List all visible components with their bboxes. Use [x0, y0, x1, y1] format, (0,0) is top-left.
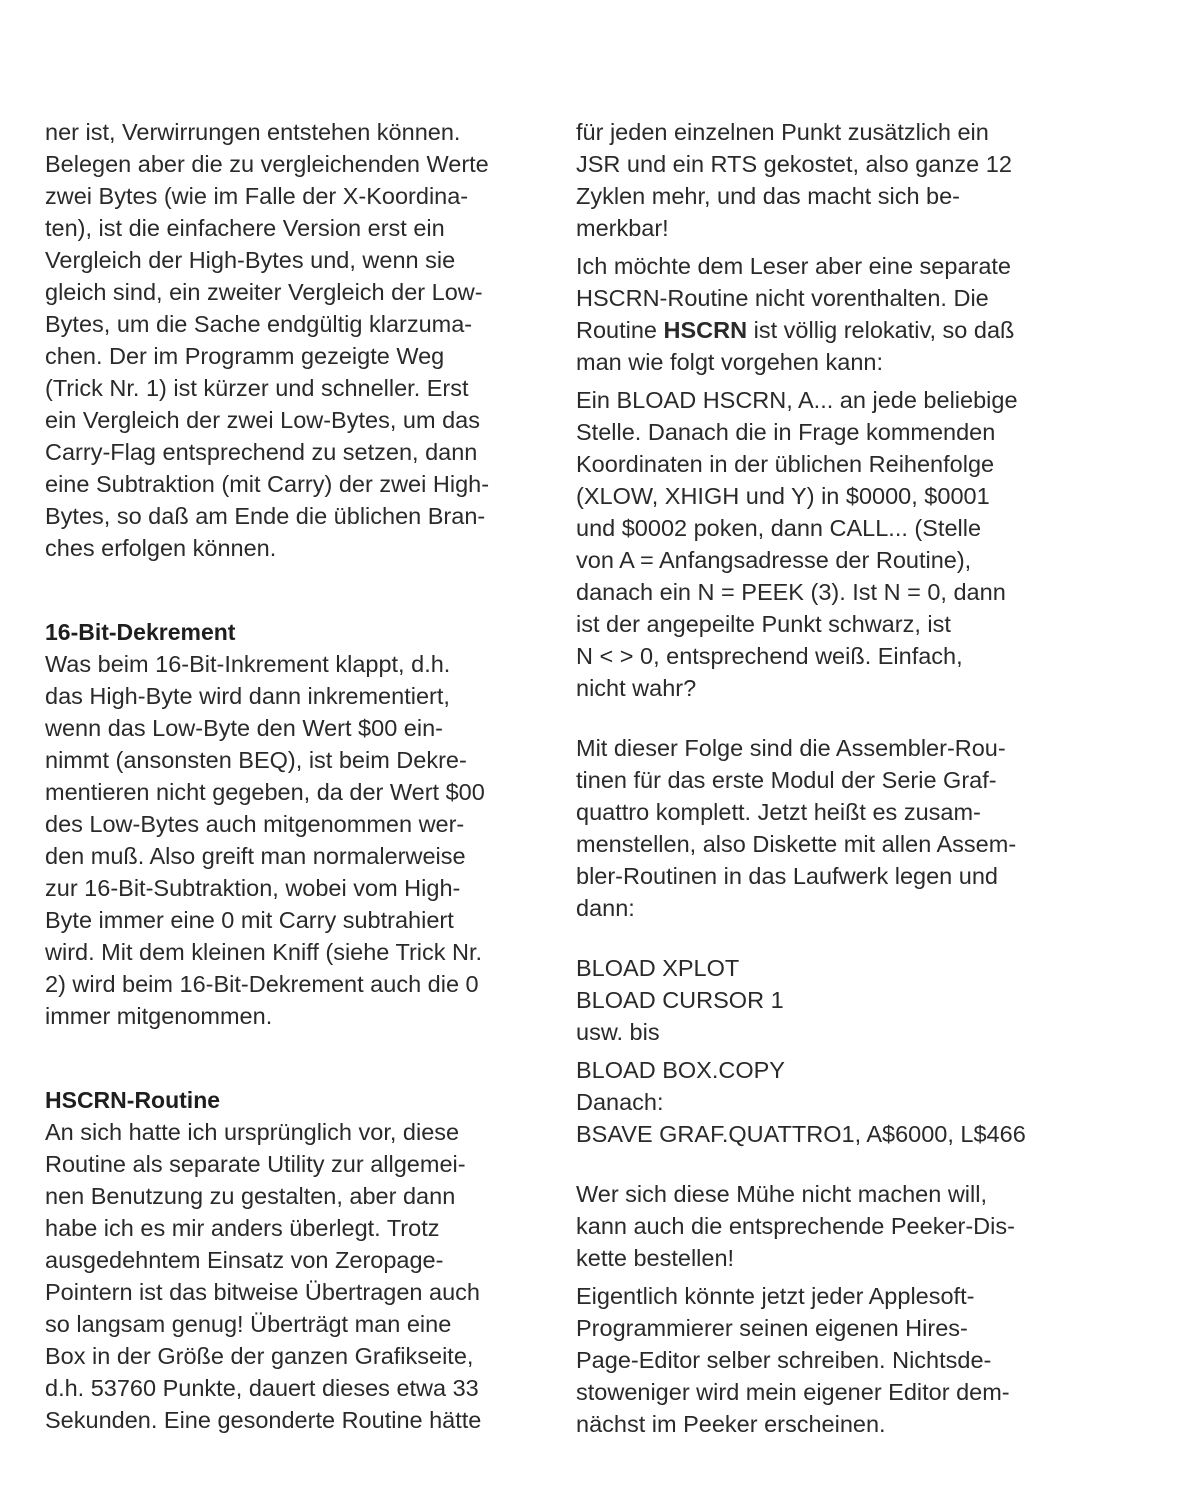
code-listing	[576, 952, 1073, 1150]
heading-hscrn-routine: HSCRN-Routine	[45, 1087, 221, 1113]
paragraph-assembler-routinen: Mit dieser Folge sind die Assembler-Rou- tinen für das erste Modul der Serie Graf- quattro komplett. Jetzt heißt es zusam- menstellen, also Diskette mit allen Assem- bler-Routinen in das Laufwerk legen und dann:	[576, 735, 1017, 921]
code-bsave-block: BLOAD BOX.COPY Danach: BSAVE GRAF.QUATTRO1, A$6000, L$466	[576, 1057, 1026, 1147]
right-column	[576, 116, 1073, 1440]
paragraph-applesoft-editor: Eigentlich könnte jetzt jeder Applesoft- Programmierer seinen eigenen Hires- Page-Editor selber schreiben. Nichtsde- stoweniger wird mein eigener Editor dem- nächst im Peeker erscheinen.	[576, 1283, 1010, 1437]
hscrn-bold-term: HSCRN	[663, 317, 748, 343]
paragraph-hscrn-relokativ: Ich möchte dem Leser aber eine separate HSCRN-Routine nicht vorenthalten. Die Routine HSCRN ist völlig relokativ, so daß man wie folgt vorgehen kann:	[576, 253, 1015, 375]
paragraph-dekrement: Was beim 16-Bit-Inkrement klappt, d.h. das High-Byte wird dann inkrementiert, wenn das Low-Byte den Wert $00 ein- nimmt (ansonsten BEQ), ist beim Dekre- mentieren nicht gegeben, da der Wert $00 des Low-Bytes auch mitgenommen wer- den muß. Also greift man normalerweise zur 16-Bit-Subtraktion, wobei vom High- Byte immer eine 0 mit Carry subtrahiert wird. Mit dem kleinen Kniff (siehe Trick Nr. 2) wird beim 16-Bit-Dekrement auch die 0 immer mitgenommen.	[45, 651, 485, 1029]
paragraph-hscrn-intro: An sich hatte ich ursprünglich vor, diese Routine als separate Utility zur allgemei- nen Benutzung zu gestalten, aber dann habe ich es mir anders überlegt. Trotz ausgedehntem Einsatz von Zeropage- Pointern ist das bitweise Übertragen auch so langsam genug! Überträgt man eine Box in der Größe der ganzen Grafikseite, d.h. 53760 Punkte, dauert dieses etwa 33 Sekunden. Eine gesonderte Routine hätte	[45, 1119, 482, 1433]
paragraph-peeker-diskette: Wer sich diese Mühe nicht machen will, kann auch die entsprechende Peeker-Dis- kette bestellen!	[576, 1181, 1015, 1271]
code-bload-block: BLOAD XPLOT BLOAD CURSOR 1 usw. bis	[576, 955, 784, 1045]
paragraph-bload-anleitung: Ein BLOAD HSCRN, A... an jede beliebige Stelle. Danach die in Frage kommenden Koordinaten in der üblichen Reihenfolge (XLOW, XHIGH und Y) in $0000, $0001 und $0002 poken, dann CALL... (Stelle von A = Anfangsadresse der Routine), danach ein N = PEEK (3). Ist N = 0, dann ist der angepeilte Punkt schwarz, ist N < > 0, entsprechend weiß. Einfach, nicht wahr?	[576, 387, 1018, 701]
left-column	[45, 116, 541, 1436]
heading-16-bit-dekrement: 16-Bit-Dekrement	[45, 619, 236, 645]
paragraph-jsr-rts: für jeden einzelnen Punkt zusätzlich ein JSR und ein RTS gekostet, also ganze 12 Zyklen mehr, und das macht sich be- merkbar!	[576, 119, 1012, 241]
paragraph-vergleich: ner ist, Verwirrungen entstehen können. Belegen aber die zu vergleichenden Werte zwei Bytes (wie im Falle der X-Koordina- ten), ist die einfachere Version erst ein Vergleich der High-Bytes und, wenn sie gleich sind, ein zweiter Vergleich der Low- Bytes, um die Sache endgültig klarzuma- chen. Der im Programm gezeigte Weg (Trick Nr. 1) ist kürzer und schneller. Erst ein Vergleich der zwei Low-Bytes, um das Carry-Flag entsprechend zu setzen, dann eine Subtraktion (mit Carry) der zwei High- Bytes, so daß am Ende die üblichen Bran- ches erfolgen können.	[45, 119, 490, 561]
